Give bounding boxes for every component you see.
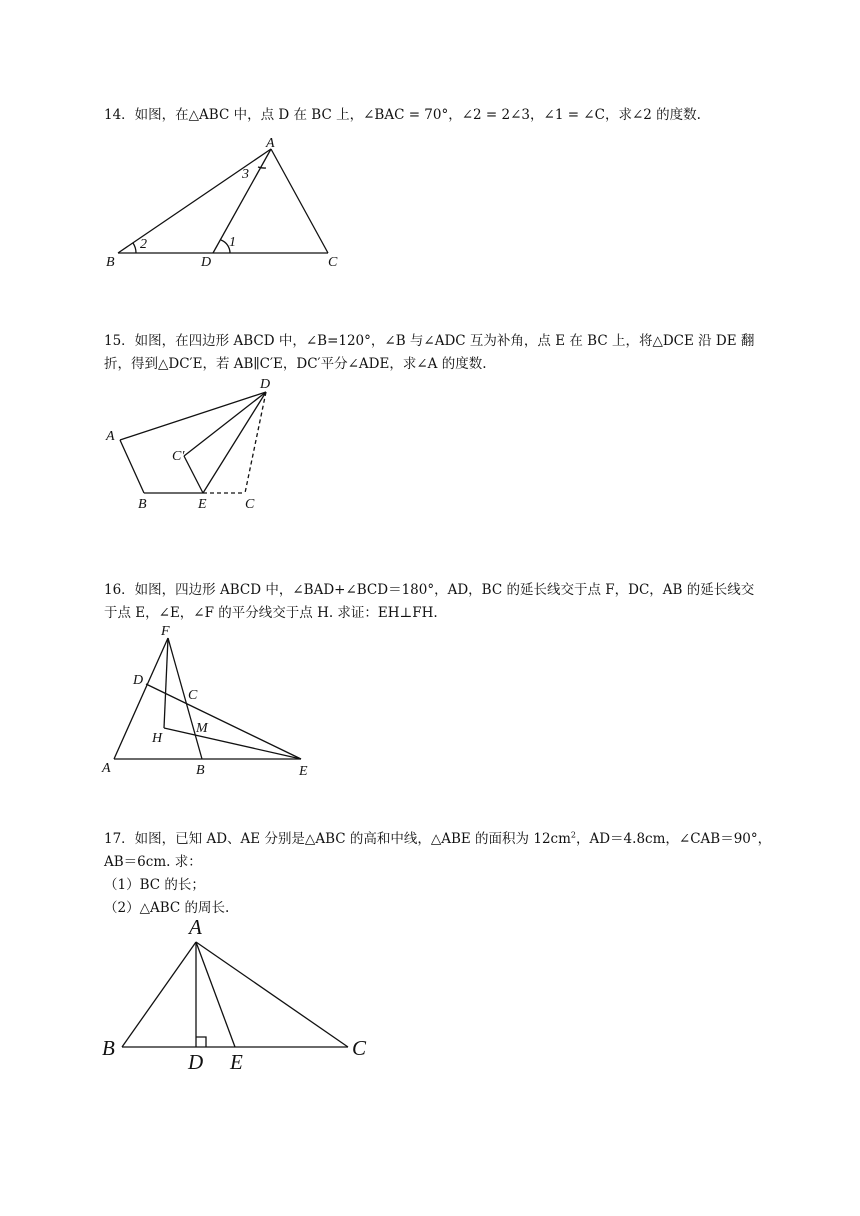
label-b: B	[196, 763, 205, 778]
angle-2-label: 2	[140, 237, 147, 252]
label-b: B	[102, 1036, 115, 1060]
label-a: A	[189, 915, 202, 939]
label-a: A	[106, 429, 115, 444]
problem-17-text-post: ，AD＝4.8cm，∠CAB＝90°，	[575, 831, 772, 847]
label-c: C	[328, 255, 338, 270]
label-b: B	[138, 497, 147, 512]
problem-15-figure	[100, 372, 290, 517]
label-e: E	[299, 764, 308, 779]
label-d: D	[260, 377, 271, 392]
label-a: A	[102, 761, 111, 776]
label-c: C	[352, 1036, 367, 1060]
angle-3-label: 3	[242, 167, 249, 182]
label-d: D	[133, 673, 144, 688]
problem-17-text-line-1	[104, 830, 771, 848]
label-h: H	[152, 731, 163, 746]
problem-17-text-line-2: AB＝6cm. 求：	[104, 854, 202, 870]
label-m: M	[196, 721, 208, 736]
angle-1-label: 1	[229, 235, 236, 250]
label-b: B	[106, 255, 115, 270]
label-e: E	[230, 1050, 243, 1074]
label-d: D	[188, 1050, 204, 1074]
problem-16-figure	[100, 620, 325, 782]
problem-17-figure	[96, 912, 386, 1077]
label-d: D	[201, 255, 212, 270]
unit-superscript: 2	[570, 830, 576, 840]
label-e: E	[198, 497, 207, 512]
label-a: A	[266, 136, 275, 151]
label-c-prime: C′	[172, 449, 185, 464]
label-c: C	[245, 497, 255, 512]
problem-15-text-line-1: 15．如图，在四边形 ABCD 中，∠B=120°，∠B 与∠ADC 互为补角，点 E 在 BC 上，将△DCE 沿 DE 翻	[104, 333, 755, 349]
problem-17-question-2: （2）△ABC 的周长.	[104, 900, 230, 916]
label-c: C	[188, 688, 198, 703]
problem-16-text-line-1: 16．如图，四边形 ABCD 中，∠BAD+∠BCD＝180°，AD，BC 的延长线交于点 F，DC，AB 的延长线交	[104, 582, 755, 598]
problem-17-text-pre: 17．如图，已知 AD、AE 分别是△ABC 的高和中线，△ABE 的面积为 12cm	[104, 831, 571, 847]
problem-14-text: 14．如图，在△ABC 中，点 D 在 BC 上，∠BAC = 70°，∠2 = 2∠3，∠1 = ∠C，求∠2 的度数.	[104, 107, 701, 123]
problem-15-text-line-2: 折，得到△DC′E，若 AB∥C′E，DC′平分∠ADE，求∠A 的度数.	[104, 356, 487, 372]
problem-16-text-line-2: 于点 E，∠E，∠F 的平分线交于点 H. 求证：EH⊥FH.	[104, 605, 438, 621]
problem-14-figure	[100, 132, 360, 272]
problem-17-question-1: （1）BC 的长；	[104, 877, 205, 893]
label-f: F	[161, 624, 170, 639]
